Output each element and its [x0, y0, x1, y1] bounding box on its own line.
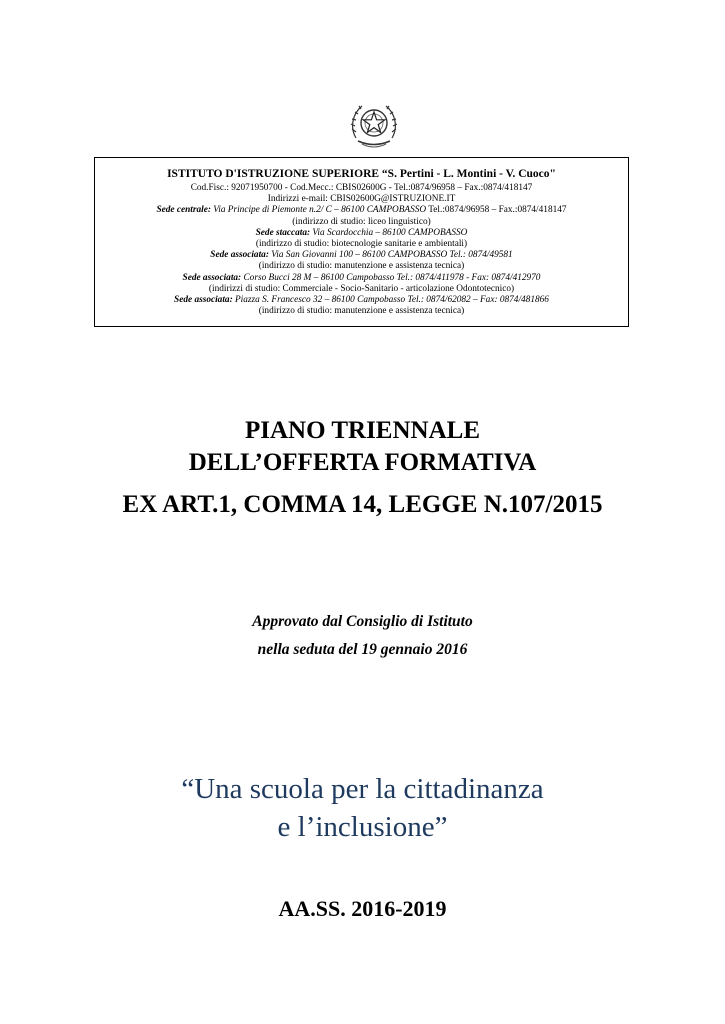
sede-centrale-line: Sede centrale: Via Principe di Piemonte n.2/ C – 86100 CAMPOBASSO Tel.:0874/96958 – Fax.:0874/418147 — [156, 205, 567, 216]
sede-staccata-note: (indirizzo di studio: biotecnologie sanitarie e ambientali) — [255, 239, 468, 250]
sede-centrale-note: (indirizzo di studio: liceo linguistico) — [292, 216, 431, 227]
approval-line-2: nella seduta del 19 gennaio 2016 — [257, 641, 468, 658]
institute-info-box — [94, 157, 629, 327]
sede-associata-3-note: (indirizzo di studio: manutenzione e assistenza tecnica) — [258, 306, 465, 317]
sede-associata-3-line: Sede associata: Piazza S. Francesco 32 – 86100 Campobasso Tel.: 0874/62082 – Fax: 0874/481866 — [174, 295, 549, 306]
sede-associata-2-line: Sede associata: Corso Bucci 28 M – 86100 Campobasso Tel.: 0874/411978 - Fax: 0874/412970 — [182, 272, 541, 283]
title-line-1: PIANO TRIENNALE — [245, 417, 480, 444]
institute-codes: Cod.Fisc.: 92071950700 - Cod.Mecc.: CBIS02600G - Tel.:0874/96958 – Fax.:0874/418147 — [190, 183, 533, 193]
title-line-3: EX ART.1, COMMA 14, LEGGE N.107/2015 — [122, 491, 603, 518]
approval-line-1: Approvato dal Consiglio di Istituto — [252, 613, 473, 630]
sede-staccata-line: Sede staccata: Via Scardocchia – 86100 CAMPOBASSO — [255, 227, 468, 238]
motto-line-2: e l’inclusione” — [277, 811, 448, 843]
school-years: AA.SS. 2016-2019 — [278, 896, 447, 921]
italian-republic-emblem-icon — [348, 98, 400, 152]
title-line-2: DELL’OFFERTA FORMATIVA — [188, 449, 537, 476]
institute-name: ISTITUTO D'ISTRUZIONE SUPERIORE “S. Pertini - L. Montini - V. Cuoco" — [167, 168, 556, 180]
sede-associata-1-note: (indirizzo di studio: manutenzione e assistenza tecnica) — [258, 261, 465, 272]
institute-email: Indirizzi e-mail: CBIS02600G@ISTRUZIONE.IT — [267, 194, 456, 205]
sede-associata-1-line: Sede associata: Via San Giovanni 100 – 86100 CAMPOBASSO Tel.: 0874/49581 — [210, 250, 513, 261]
motto-line-1: “Una scuola per la cittadinanza — [181, 773, 544, 805]
sede-associata-2-note: (indirizzi di studio: Commerciale - Socio-Sanitario - articolazione Odontotecnico) — [208, 283, 515, 294]
